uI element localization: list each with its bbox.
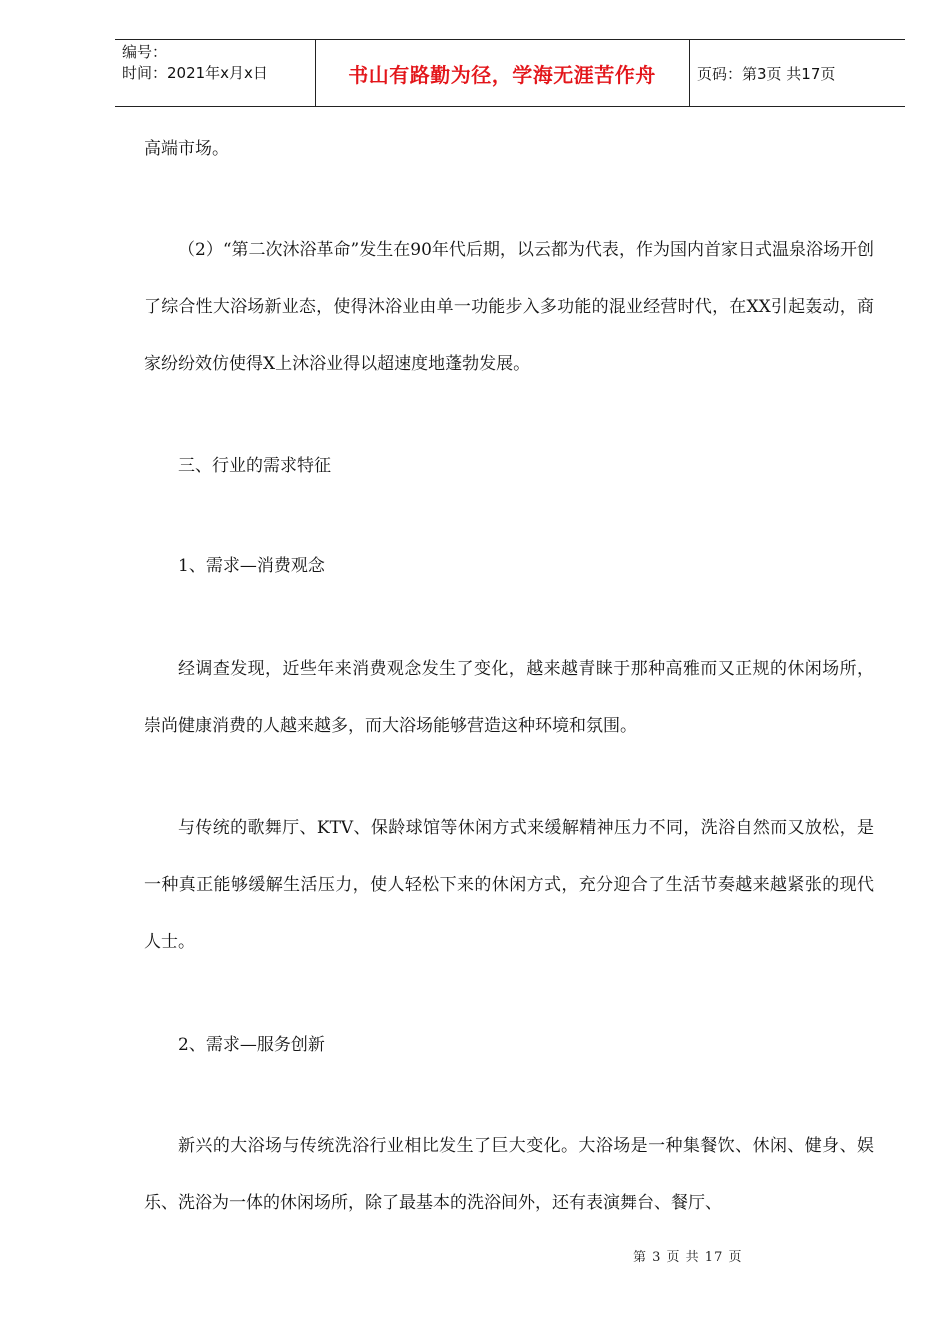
- paragraph-second-revolution: （2）“第二次沐浴革命”发生在90年代后期，以云都为代表，作为国内首家日式温泉浴场开创了综合性大浴场新业态，使得沐浴业由单一功能步入多功能的混业经营时代，在XX引起轰动，商家纷纷效仿使得X上沐浴业得以超速度地蓬勃发展。: [144, 240, 874, 374]
- header-time-label: 时间：2021年x月x日: [122, 64, 268, 82]
- section-heading-demand: 三、行业的需求特征: [178, 456, 331, 476]
- header-motto: 书山有路勤为径，学海无涯苦作舟: [348, 62, 656, 87]
- subsection-heading-service: 2、需求—服务创新: [178, 1035, 325, 1055]
- subsection-heading-consumption: 1、需求—消费观念: [178, 556, 325, 576]
- paragraph-leisure-comparison: 与传统的歌舞厅、KTV、保龄球馆等休闲方式来缓解精神压力不同，洗浴自然而又放松，是一种真正能够缓解生活压力，使人轻松下来的休闲方式，充分迎合了生活节奏越来越紧张的现代人士。: [144, 818, 874, 952]
- paragraph-service-innovation: 新兴的大浴场与传统洗浴行业相比发生了巨大变化。大浴场是一种集餐饮、休闲、健身、娱乐、洗浴为一体的休闲场所，除了最基本的洗浴间外，还有表演舞台、餐厅、: [144, 1136, 874, 1213]
- page-header: [115, 39, 905, 107]
- header-meta: [122, 42, 268, 84]
- paragraph-consumption-concept: 经调查发现，近些年来消费观念发生了变化，越来越青睐于那种高雅而又正规的休闲场所，崇尚健康消费的人越来越多，而大浴场能够营造这种环境和氛围。: [144, 659, 874, 736]
- header-page-info: 页码：第3页 共17页: [697, 64, 836, 83]
- header-divider-right: [689, 40, 690, 106]
- page-footer: 第 3 页 共 17 页: [633, 1250, 743, 1265]
- paragraph-continuation: 高端市场。: [144, 139, 229, 159]
- header-id-label: 编号：: [122, 43, 168, 61]
